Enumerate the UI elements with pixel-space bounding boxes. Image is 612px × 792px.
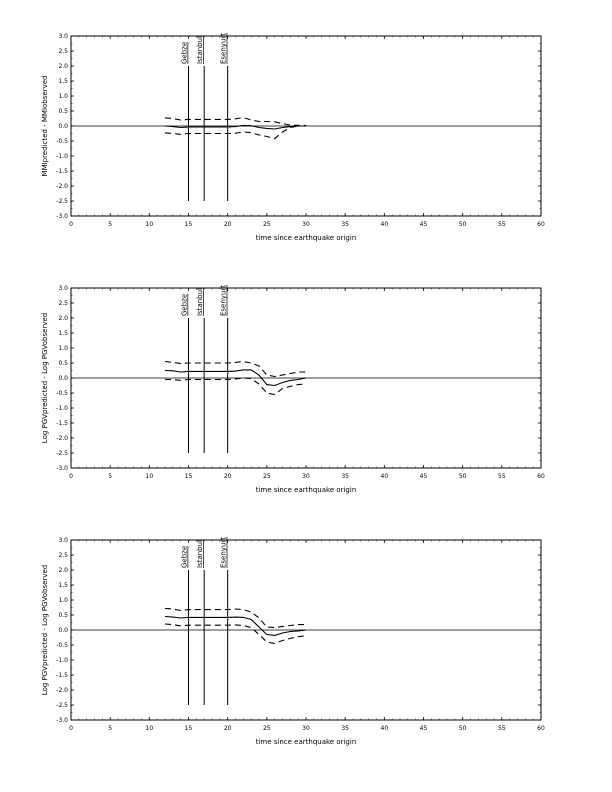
station-label-esenyurt: Esenyurt	[219, 284, 228, 316]
y-tick-label: -3.0	[56, 465, 68, 472]
y-tick-label: 2.0	[58, 315, 68, 322]
y-tick-label: 0.0	[58, 627, 68, 634]
y-tick-label: -3.0	[56, 213, 68, 220]
x-tick-label: 55	[498, 725, 506, 732]
y-tick-label: 1.0	[58, 597, 68, 604]
x-tick-label: 55	[498, 473, 506, 480]
x-tick-label: 25	[263, 725, 271, 732]
y-tick-label: 3.0	[58, 33, 68, 40]
y-tick-label: 2.0	[58, 567, 68, 574]
y-tick-label: 3.0	[58, 285, 68, 292]
y-tick-label: 2.5	[58, 552, 68, 559]
x-tick-label: 60	[537, 221, 545, 228]
x-tick-label: 5	[108, 221, 113, 228]
y-tick-label: -0.5	[56, 642, 68, 649]
x-tick-label: 25	[263, 473, 271, 480]
x-tick-label: 0	[69, 725, 73, 732]
y-tick-label: 0.0	[58, 375, 68, 382]
y-tick-label: -3.0	[56, 717, 68, 724]
y-tick-label: 1.0	[58, 93, 68, 100]
x-tick-label: 15	[184, 221, 193, 228]
x-tick-label: 35	[341, 725, 349, 732]
station-label-istanbul: Istanbul	[196, 287, 205, 316]
station-label-istanbul: Istanbul	[196, 35, 205, 64]
x-tick-label: 50	[458, 725, 467, 732]
x-tick-label: 50	[458, 221, 467, 228]
x-tick-label: 40	[380, 221, 389, 228]
x-tick-label: 20	[223, 473, 232, 480]
y-tick-label: -2.5	[56, 450, 68, 457]
y-tick-label: -2.5	[56, 198, 68, 205]
x-tick-label: 30	[302, 221, 310, 228]
x-tick-label: 10	[145, 221, 154, 228]
station-label-esenyurt: Esenyurt	[219, 536, 228, 568]
y-axis-title: Log PGVpredicted - Log PGVobserved	[41, 312, 49, 444]
y-tick-label: -2.0	[56, 435, 68, 442]
x-tick-label: 10	[145, 473, 154, 480]
x-tick-label: 40	[380, 725, 389, 732]
y-tick-label: -1.0	[56, 657, 68, 664]
x-tick-label: 55	[498, 221, 506, 228]
x-tick-label: 5	[108, 473, 113, 480]
x-tick-label: 35	[341, 221, 349, 228]
y-tick-label: 1.5	[58, 582, 68, 589]
station-label-istanbul: Istanbul	[196, 539, 205, 568]
bound-line-3	[165, 126, 306, 139]
y-tick-label: -2.0	[56, 183, 68, 190]
x-axis-title: time since earthquake origin	[255, 486, 357, 494]
chart-panel-2	[41, 285, 545, 494]
y-tick-label: 1.5	[58, 78, 68, 85]
x-tick-label: 30	[302, 725, 310, 732]
x-axis-title: time since earthquake origin	[255, 234, 357, 242]
x-tick-label: 15	[184, 473, 193, 480]
x-tick-label: 40	[380, 473, 389, 480]
chart-panel-1	[41, 33, 545, 242]
bound-line-2	[165, 118, 306, 126]
y-tick-label: 0.5	[58, 360, 68, 367]
x-tick-label: 10	[145, 725, 154, 732]
y-tick-label: -1.5	[56, 168, 68, 175]
y-tick-label: 1.5	[58, 330, 68, 337]
misfit-line-1	[165, 617, 306, 636]
y-tick-label: -2.5	[56, 702, 68, 709]
station-label-esenyurt: Esenyurt	[219, 32, 228, 64]
y-tick-label: 2.5	[58, 300, 68, 307]
x-tick-label: 15	[184, 725, 193, 732]
bound-line-2	[165, 362, 306, 377]
y-tick-label: 2.0	[58, 63, 68, 70]
y-tick-label: -0.5	[56, 390, 68, 397]
x-tick-label: 45	[419, 725, 428, 732]
x-axis-title: time since earthquake origin	[255, 738, 357, 746]
x-tick-label: 60	[537, 473, 545, 480]
y-tick-label: 1.0	[58, 345, 68, 352]
x-tick-label: 25	[263, 221, 271, 228]
x-tick-label: 30	[302, 473, 310, 480]
x-tick-label: 45	[419, 473, 428, 480]
x-tick-label: 5	[108, 725, 113, 732]
y-tick-label: 0.0	[58, 123, 68, 130]
x-tick-label: 0	[69, 473, 73, 480]
x-tick-label: 0	[69, 221, 73, 228]
y-tick-label: -2.0	[56, 687, 68, 694]
x-tick-label: 20	[223, 221, 232, 228]
y-tick-label: 0.5	[58, 108, 68, 115]
x-tick-label: 35	[341, 473, 349, 480]
station-label-gebze: Gebze	[180, 545, 189, 568]
y-axis-title: MMIpredicted - MMIobserved	[41, 75, 49, 177]
bound-line-3	[165, 624, 306, 644]
y-axis-title: Log PGVpredicted - Log PGVobserved	[41, 564, 49, 696]
y-tick-label: -1.0	[56, 153, 68, 160]
y-tick-label: 0.5	[58, 612, 68, 619]
y-tick-label: 2.5	[58, 48, 68, 55]
bound-line-3	[165, 378, 306, 395]
x-tick-label: 45	[419, 221, 428, 228]
station-label-gebze: Gebze	[180, 41, 189, 64]
x-tick-label: 50	[458, 473, 467, 480]
station-label-gebze: Gebze	[180, 293, 189, 316]
y-tick-label: -1.5	[56, 672, 68, 679]
chart-panel-3	[41, 537, 545, 746]
y-tick-label: 3.0	[58, 537, 68, 544]
y-tick-label: -1.0	[56, 405, 68, 412]
y-tick-label: -0.5	[56, 138, 68, 145]
y-tick-label: -1.5	[56, 420, 68, 427]
x-tick-label: 60	[537, 725, 545, 732]
x-tick-label: 20	[223, 725, 232, 732]
